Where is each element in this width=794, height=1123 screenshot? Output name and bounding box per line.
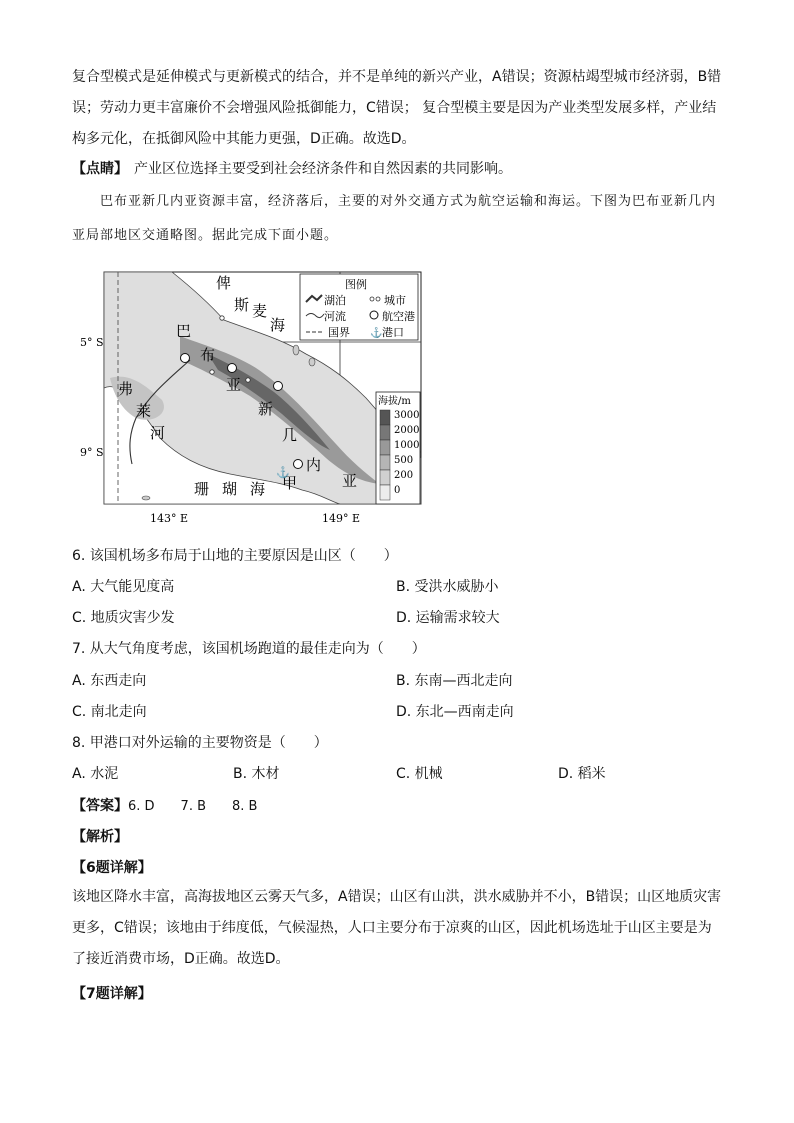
elevation-swatch <box>380 455 390 470</box>
coral-sea-label-1: 珊 <box>194 480 210 498</box>
country-label-2: 布 <box>200 346 216 364</box>
sea-label-1: 俾 <box>216 274 232 292</box>
river-label-2: 莱 <box>136 402 152 420</box>
elevation-swatch <box>380 425 390 440</box>
river-label-3: 河 <box>150 424 166 442</box>
elevation-level-label: 0 <box>394 485 401 496</box>
country-label-4: 新 <box>258 400 274 418</box>
question-6-stem: 6. 该国机场多布局于山地的主要原因是山区（ ） <box>72 548 398 564</box>
legend-city: 城市 <box>384 294 406 307</box>
legend-river: 河流 <box>324 310 346 323</box>
coral-sea-label-2: 瑚 <box>222 480 238 498</box>
legend-airport: 航空港 <box>382 310 415 323</box>
elevation-swatch <box>380 485 390 500</box>
lat-label-9s: 9° S <box>80 446 104 459</box>
q7-option-d[interactable]: D. 东北—西南走向 <box>396 704 514 720</box>
lon-label-143e: 143° E <box>150 512 189 525</box>
legend-lake: 湖泊 <box>324 294 346 307</box>
sea-label-4: 海 <box>270 316 286 334</box>
coral-sea-label-3: 海 <box>250 480 266 498</box>
country-label-6: 内 <box>306 456 322 474</box>
answer-line <box>72 795 257 815</box>
port-label: 甲 <box>282 474 298 492</box>
q7-option-c[interactable]: C. 南北走向 <box>72 704 147 720</box>
river-label-1: 弗 <box>118 380 134 398</box>
answer-7: 7. B <box>180 799 207 814</box>
q7-option-b[interactable]: B. 东南—西北走向 <box>396 673 513 689</box>
country-label-7: 亚 <box>342 472 358 490</box>
lon-label-149e: 149° E <box>322 512 361 525</box>
tip-line <box>72 158 512 178</box>
port-icon: ⚓ <box>276 466 290 479</box>
detail-7-label: 【7题详解】 <box>72 986 152 1002</box>
elevation-level-label: 200 <box>394 470 414 481</box>
q6-option-b[interactable]: B. 受洪水威胁小 <box>396 579 499 595</box>
country-label-3: 亚 <box>226 376 242 394</box>
detail-6-label: 【6题详解】 <box>72 860 152 876</box>
question-7-stem: 7. 从大气角度考虑，该国机场跑道的最佳走向为（ ） <box>72 641 426 657</box>
elevation-level-label: 2000 <box>394 425 420 436</box>
top-paragraph: 复合型模式是延伸模式与更新模式的结合，并不是单纯的新兴产业，A错误；资源枯竭型城市经济弱，B错误；劳动力更丰富廉价不会增强风险抵御能力，C错误； 复合型模主要是因为产业类型发展多样，产业结构多元化，在抵御风险中其能力更强，D正确。故选D。 <box>72 69 722 147</box>
legend-title: 图例 <box>345 278 367 291</box>
q6-option-d[interactable]: D. 运输需求较大 <box>396 610 500 626</box>
sea-label-2: 斯 <box>234 296 250 314</box>
answer-8: 8. B <box>232 799 258 814</box>
city-icon-2 <box>376 297 380 301</box>
airport-icon <box>370 311 378 319</box>
elevation-swatch <box>380 470 390 485</box>
country-label-1: 巴 <box>176 322 192 340</box>
elevation-title: 海拔/m <box>378 396 411 407</box>
city-icon <box>370 297 374 301</box>
legend-port: 港口 <box>382 326 404 339</box>
transport-map <box>80 268 425 528</box>
elevation-swatch <box>380 440 390 455</box>
question-8-stem: 8. 甲港口对外运输的主要物资是（ ） <box>72 735 328 751</box>
detail-6-text: 该地区降水丰富，高海拔地区云雾天气多，A错误；山区有山洪，洪水威胁并不小，B错误；山区地质灾害更多，C错误；该地由于纬度低，气候湿热，人口主要分布于凉爽的山区，因此机场选址于山区主要是为了接近消费市场，D正确。故选D。 <box>72 889 722 967</box>
legend-border: 国界 <box>328 326 350 339</box>
q6-option-c[interactable]: C. 地质灾害少发 <box>72 610 175 626</box>
elevation-level-label: 3000 <box>394 410 420 421</box>
answer-label: 【答案】 <box>72 798 128 814</box>
q8-option-d[interactable]: D. 稻米 <box>558 766 606 782</box>
q7-option-a[interactable]: A. 东西走向 <box>72 673 147 689</box>
elevation-level-label: 1000 <box>394 440 420 451</box>
elevation-level-label: 500 <box>394 455 414 466</box>
intro-paragraph: 巴布亚新几内亚资源丰富，经济落后，主要的对外交通方式为航空运输和海运。下图为巴布亚新几内亚局部地区交通略图。据此完成下面小题。 <box>72 194 717 243</box>
lat-label-5s: 5° S <box>80 336 104 349</box>
elevation-swatch <box>380 410 390 425</box>
anchor-icon: ⚓ <box>370 328 383 339</box>
q8-option-b[interactable]: B. 木材 <box>233 766 280 782</box>
sea-label-3: 麦 <box>252 302 268 320</box>
q6-option-a[interactable]: A. 大气能见度高 <box>72 579 175 595</box>
q8-option-c[interactable]: C. 机械 <box>396 766 443 782</box>
tip-text: 产业区位选择主要受到社会经济条件和自然因素的共同影响。 <box>134 161 512 177</box>
analysis-label: 【解析】 <box>72 829 128 845</box>
answer-6: 6. D <box>128 799 155 814</box>
map-figure <box>80 268 425 528</box>
q8-option-a[interactable]: A. 水泥 <box>72 766 119 782</box>
country-label-5: 几 <box>282 426 298 444</box>
tip-label: 【点睛】 <box>72 161 128 177</box>
